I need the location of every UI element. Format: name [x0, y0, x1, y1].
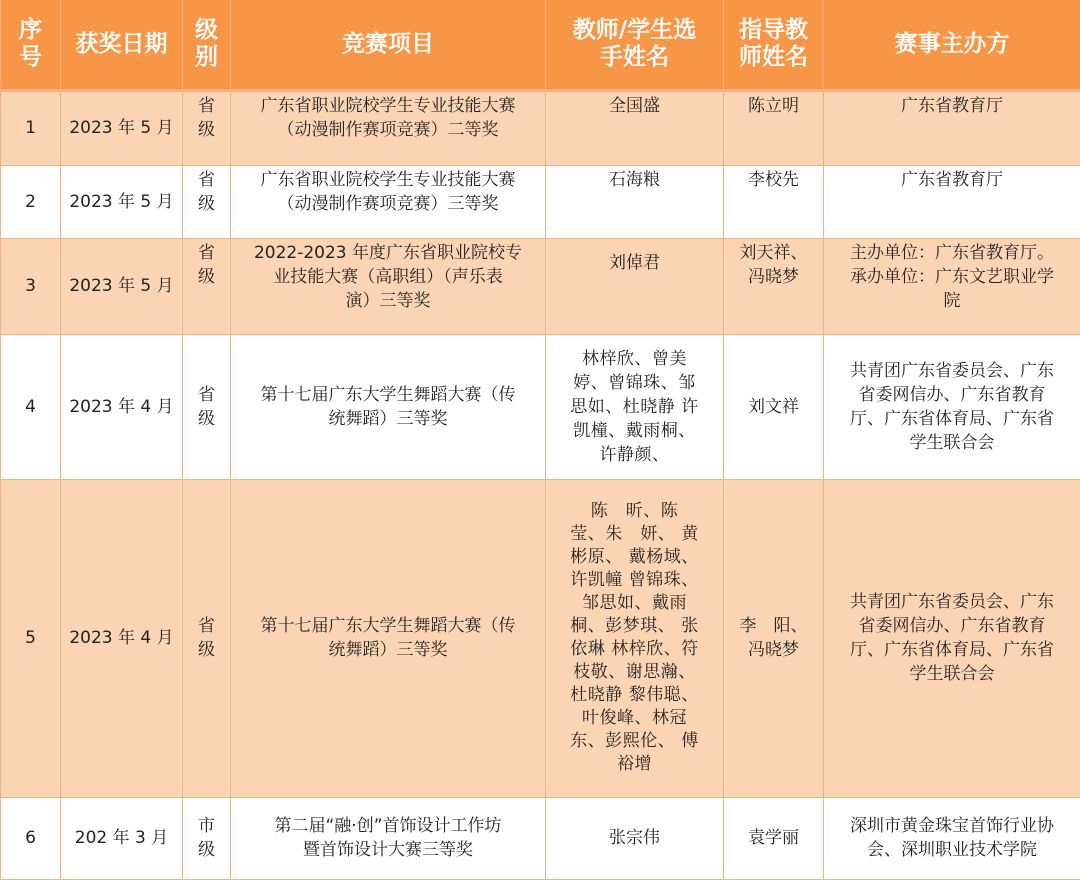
cell-level: 省 级: [183, 479, 231, 797]
cell-seq: 4: [1, 334, 61, 479]
cell-date: 2023 年 4 月: [61, 479, 183, 797]
header-advisors: 指导教 师姓名: [724, 0, 824, 90]
cell-advisors: 李 阳、 冯晓梦: [724, 479, 824, 797]
cell-date: 2023 年 5 月: [61, 238, 183, 334]
table-row: [1, 797, 1080, 879]
table-row: [1, 90, 1080, 165]
cell-students: 刘倬君: [546, 238, 724, 334]
cell-advisors: 袁学丽: [724, 797, 824, 879]
cell-competition: 广东省职业院校学生专业技能大赛 （动漫制作赛项竞赛）二等奖: [231, 90, 546, 165]
cell-advisors: 李校先: [724, 165, 824, 238]
cell-students: 张宗伟: [546, 797, 724, 879]
cell-level: 省 级: [183, 165, 231, 238]
cell-organizer: 共青团广东省委员会、广东 省委网信办、广东省教育 厅、广东省体育局、广东省 学生联合会: [824, 334, 1080, 479]
cell-level: 省 级: [183, 90, 231, 165]
cell-advisors: 刘天祥、 冯晓梦: [724, 238, 824, 334]
cell-competition: 第十七届广东大学生舞蹈大赛（传 统舞蹈）三等奖: [231, 334, 546, 479]
cell-organizer: 深圳市黄金珠宝首饰行业协 会、深圳职业技术学院: [824, 797, 1080, 879]
header-date: 获奖日期: [61, 0, 183, 90]
cell-date: 202 年 3 月: [61, 797, 183, 879]
cell-organizer: 共青团广东省委员会、广东 省委网信办、广东省教育 厅、广东省体育局、广东省 学生联合会: [824, 479, 1080, 797]
cell-organizer: 广东省教育厅: [824, 90, 1080, 165]
cell-level: 省 级: [183, 238, 231, 334]
header-row: [1, 0, 1080, 90]
cell-students: 林梓欣、曾美 婷、曾锦珠、邹 思如、杜晓静 许 凯橦、戴雨桐、 许静颜、: [546, 334, 724, 479]
cell-organizer: 广东省教育厅: [824, 165, 1080, 238]
cell-advisors: 陈立明: [724, 90, 824, 165]
table-row: [1, 334, 1080, 479]
cell-organizer: 主办单位：广东省教育厅。 承办单位：广东文艺职业学 院: [824, 238, 1080, 334]
cell-seq: 6: [1, 797, 61, 879]
table-row: [1, 165, 1080, 238]
cell-seq: 3: [1, 238, 61, 334]
cell-students: 全国盛: [546, 90, 724, 165]
cell-competition: 2022-2023 年度广东省职业院校专 业技能大赛（高职组）（声乐表 演）三等奖: [231, 238, 546, 334]
header-level: 级 别: [183, 0, 231, 90]
cell-level: 省 级: [183, 334, 231, 479]
cell-date: 2023 年 4 月: [61, 334, 183, 479]
cell-competition: 广东省职业院校学生专业技能大赛 （动漫制作赛项竞赛）三等奖: [231, 165, 546, 238]
table-row: [1, 238, 1080, 334]
cell-competition: 第二届“融·创”首饰设计工作坊 暨首饰设计大赛三等奖: [231, 797, 546, 879]
cell-date: 2023 年 5 月: [61, 90, 183, 165]
cell-seq: 1: [1, 90, 61, 165]
cell-competition: 第十七届广东大学生舞蹈大赛（传 统舞蹈）三等奖: [231, 479, 546, 797]
cell-seq: 2: [1, 165, 61, 238]
cell-seq: 5: [1, 479, 61, 797]
cell-advisors: 刘文祥: [724, 334, 824, 479]
header-competition: 竞赛项目: [231, 0, 546, 90]
cell-level: 市 级: [183, 797, 231, 879]
cell-date: 2023 年 5 月: [61, 165, 183, 238]
header-seq: 序 号: [1, 0, 61, 90]
cell-students: 石海粮: [546, 165, 724, 238]
table-row: [1, 479, 1080, 797]
cell-students: 陈 昕、陈 莹、朱 妍、 黄 彬原、 戴杨域、 许凯幢 曾锦珠、 邹思如、戴雨 桐、彭梦琪、 张 依琳 林梓欣、符 枝敬、谢思瀚、 杜晓静 黎伟聪、 叶俊峰、林冠 东、彭熙伦、 傅 裕增: [546, 479, 724, 797]
header-students: 教师/学生选 手姓名: [546, 0, 724, 90]
header-organizer: 赛事主办方: [824, 0, 1080, 90]
